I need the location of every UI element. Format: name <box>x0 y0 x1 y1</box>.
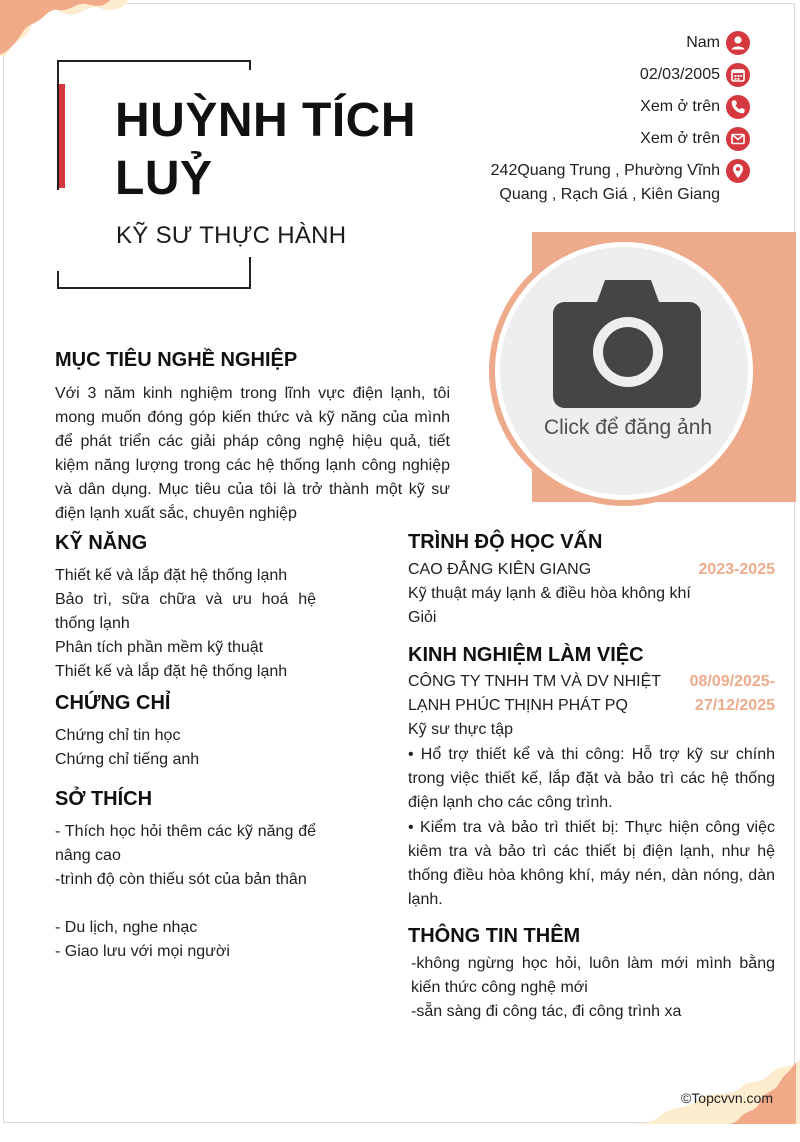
education-grade[interactable]: Giỏi <box>408 609 437 626</box>
experience-detail[interactable]: • Kiểm tra và bảo trì thiết bị: Thực hiện công việc kiêm tra và bảo trì các thiết bị điện lạnh, như hệ thống điều hòa không khí, máy nén, dàn nóng, dàn lạnh. <box>408 819 775 908</box>
upload-photo-label[interactable]: Click để đăng ảnh <box>543 416 713 439</box>
decor-blob-top-left <box>0 0 140 60</box>
address-line-2[interactable]: Quang , Rạch Giá , Kiên Giang <box>499 186 720 203</box>
skill-item[interactable]: Thiết kế và lắp đặt hệ thống lạnh <box>55 567 288 584</box>
education-major[interactable]: Kỹ thuật máy lạnh & điều hòa không khí <box>408 585 691 602</box>
additional-info-item[interactable]: -sẵn sàng đi công tác, đi công trình xa <box>411 1003 682 1020</box>
user-icon <box>726 31 750 55</box>
copyright-text: ©Topcvvn.com <box>680 1090 773 1106</box>
hobby-item[interactable]: -trình độ còn thiếu sót của bản thân <box>55 871 307 888</box>
address-line-1[interactable]: 242Quang Trung , Phường Vĩnh <box>490 162 720 179</box>
skills-title: KỸ NĂNG <box>55 532 148 554</box>
camera-icon <box>553 280 703 410</box>
education-title: TRÌNH ĐỘ HỌC VẤN <box>408 531 603 553</box>
location-pin-icon <box>726 159 750 183</box>
experience-position[interactable]: Kỹ sư thực tập <box>408 721 514 738</box>
hobby-item[interactable]: - Thích học hỏi thêm các kỹ năng để nâng cao <box>55 823 316 864</box>
objective-text[interactable]: Với 3 năm kinh nghiệm trong lĩnh vực điện lạnh, tôi mong muốn đóng góp kiến thức và kỹ năng của mình để phát triển các giải pháp công nghệ hiệu quả, tiết kiệm năng lượng trong các hệ thống lạnh công nghiệp và dân dụng. Mục tiêu của tôi là trở thành một kỹ sư điện lạnh xuất sắc, chuyên nghiệp <box>55 385 450 521</box>
experience-period-start[interactable]: 08/09/2025- <box>689 673 775 690</box>
job-title[interactable]: KỸ SƯ THỰC HÀNH <box>116 222 347 249</box>
experience-detail[interactable]: • Hổ trợ thiết kể và thi công: Hỗ trợ kỹ sư chính trong việc thiết kế, lắp đặt và bảo trì các hệ thống điện lạnh cho các công trình. <box>408 746 775 811</box>
additional-info-title: THÔNG TIN THÊM <box>408 925 581 947</box>
additional-info-item[interactable]: -không ngừng học hỏi, luôn làm mới mình bằng kiến thức công nghệ mới <box>411 955 775 996</box>
certificates-title: CHỨNG CHỈ <box>55 692 171 714</box>
phone-icon <box>726 95 750 119</box>
full-name[interactable]: HUỲNH TÍCH LUỶ <box>115 94 416 205</box>
mail-icon <box>726 127 750 151</box>
email-value[interactable]: Xem ở trên <box>640 130 720 147</box>
hobby-item[interactable]: - Giao lưu với mọi người <box>55 943 230 959</box>
skill-item[interactable]: Thiết kế và lắp đặt hệ thống lạnh <box>55 663 288 680</box>
education-school[interactable]: CAO ĐẲNG KIÊN GIANG <box>408 561 592 578</box>
experience-company[interactable]: CÔNG TY TNHH TM VÀ DV NHIỆT LẠNH PHÚC THỊNH PHÁT PQ <box>408 673 661 714</box>
certificate-item[interactable]: Chứng chỉ tin học <box>55 727 181 744</box>
objective-title: MỤC TIÊU NGHỀ NGHIỆP <box>55 349 298 371</box>
skill-item[interactable]: Bảo trì, sữa chữa và ưu hoá hệ thống lạnh <box>55 591 316 632</box>
certificate-item[interactable]: Chứng chỉ tiếng anh <box>55 751 200 768</box>
name-accent-bar <box>59 84 65 188</box>
skill-item[interactable]: Phân tích phần mềm kỹ thuật <box>55 639 264 656</box>
calendar-icon <box>726 63 750 87</box>
hobbies-title: SỞ THÍCH <box>55 788 153 810</box>
birthdate-value[interactable]: 02/03/2005 <box>639 66 720 83</box>
hobby-item[interactable]: - Du lịch, nghe nhạc <box>55 919 198 936</box>
experience-period-end[interactable]: 27/12/2025 <box>694 697 775 714</box>
education-period[interactable]: 2023-2025 <box>698 561 775 578</box>
phone-value[interactable]: Xem ở trên <box>640 98 720 115</box>
gender-value[interactable]: Nam <box>686 34 720 51</box>
experience-title: KINH NGHIỆM LÀM VIỆC <box>408 644 644 666</box>
